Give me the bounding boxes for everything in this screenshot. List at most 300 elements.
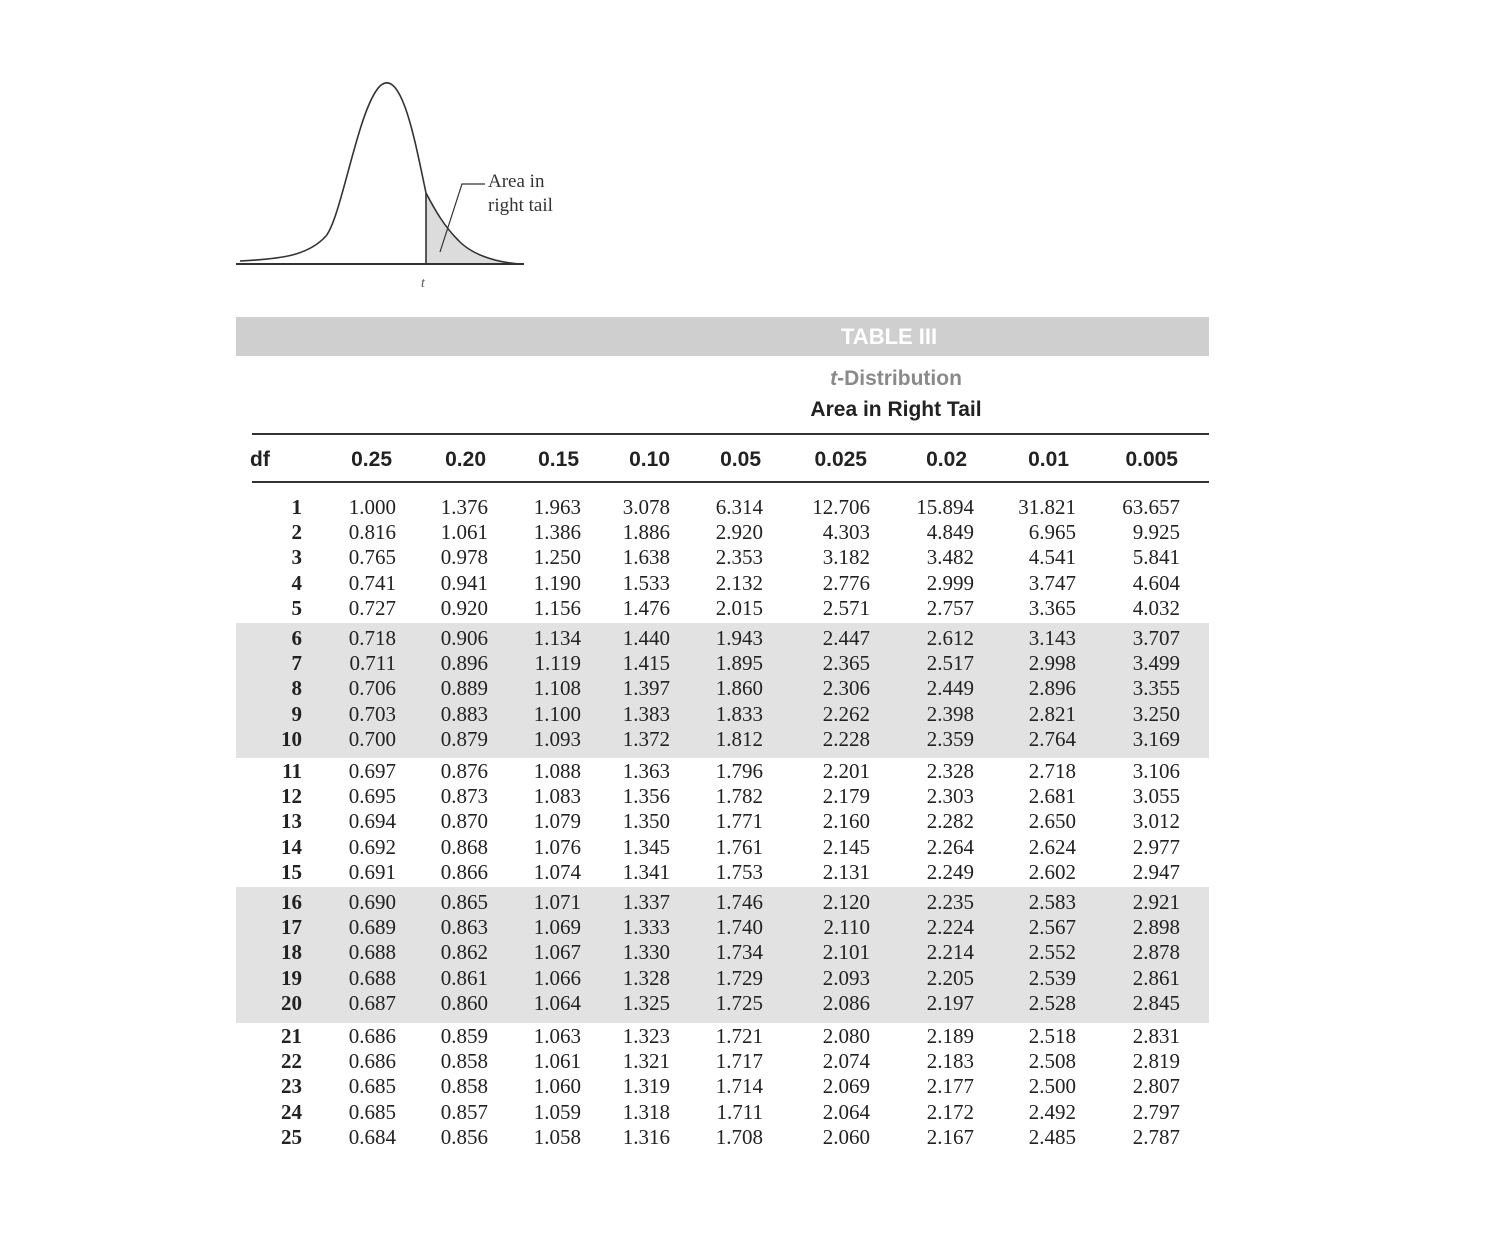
value-cell: 1.067 — [533, 940, 581, 965]
value-cell: 0.697 — [348, 759, 396, 783]
df-cell: 14 — [281, 834, 302, 859]
value-cell: 3.169 — [1132, 726, 1180, 751]
value-cell: 1.761 — [715, 834, 763, 859]
value-cell: 3.482 — [926, 545, 974, 570]
table-row — [236, 759, 1209, 784]
value-cell: 1.943 — [715, 626, 763, 650]
value-cell: 1.356 — [622, 784, 670, 809]
value-cell: 3.355 — [1132, 676, 1180, 701]
df-cell: 15 — [281, 859, 302, 884]
value-cell: 1.341 — [622, 859, 670, 884]
value-cell: 1.714 — [715, 1074, 763, 1099]
value-cell: 0.868 — [440, 834, 488, 859]
value-cell: 4.849 — [926, 520, 974, 545]
value-cell: 1.061 — [440, 520, 488, 545]
header-col-0_005: 0.005 — [1125, 448, 1178, 471]
table-row — [236, 1125, 1209, 1150]
value-cell: 0.741 — [348, 570, 396, 595]
table-row — [236, 784, 1209, 809]
value-cell: 2.120 — [822, 890, 870, 914]
table-row — [236, 727, 1209, 752]
df-cell: 17 — [281, 915, 302, 940]
value-cell: 3.747 — [1028, 570, 1076, 595]
value-cell: 2.518 — [1028, 1024, 1076, 1048]
value-cell: 2.878 — [1132, 940, 1180, 965]
value-cell: 2.064 — [822, 1099, 870, 1124]
value-cell: 1.134 — [533, 626, 581, 650]
value-cell: 2.086 — [822, 990, 870, 1015]
value-cell: 1.711 — [716, 1099, 763, 1124]
value-cell: 0.685 — [348, 1074, 396, 1099]
value-cell: 0.703 — [348, 701, 396, 726]
value-cell: 1.376 — [440, 495, 488, 519]
value-cell: 2.183 — [926, 1049, 974, 1074]
value-cell: 2.552 — [1028, 940, 1076, 965]
header-col-0_20: 0.20 — [445, 448, 486, 471]
value-cell: 1.440 — [622, 626, 670, 650]
value-cell: 2.921 — [1132, 890, 1180, 914]
value-cell: 1.397 — [622, 676, 670, 701]
value-cell: 1.000 — [348, 495, 396, 519]
value-cell: 0.718 — [348, 626, 396, 650]
value-cell: 3.250 — [1132, 701, 1180, 726]
value-cell: 1.064 — [533, 990, 581, 1015]
value-cell: 1.321 — [622, 1049, 670, 1074]
value-cell: 1.708 — [715, 1124, 763, 1149]
df-cell: 22 — [281, 1049, 302, 1074]
value-cell: 3.499 — [1132, 651, 1180, 676]
header-rule-top — [252, 433, 1209, 435]
value-cell: 0.686 — [348, 1049, 396, 1074]
value-cell: 1.372 — [622, 726, 670, 751]
value-cell: 2.447 — [822, 626, 870, 650]
value-cell: 1.066 — [533, 965, 581, 990]
value-cell: 2.015 — [715, 595, 763, 620]
df-cell: 2 — [291, 520, 302, 545]
value-cell: 0.863 — [440, 915, 488, 940]
value-cell: 2.306 — [822, 676, 870, 701]
value-cell: 1.771 — [715, 809, 763, 834]
value-cell: 1.963 — [533, 495, 581, 519]
value-cell: 1.088 — [533, 759, 581, 783]
value-cell: 2.821 — [1028, 701, 1076, 726]
value-cell: 2.977 — [1132, 834, 1180, 859]
value-cell: 2.896 — [1028, 676, 1076, 701]
table-row — [236, 890, 1209, 915]
value-cell: 1.383 — [622, 701, 670, 726]
value-cell: 3.707 — [1132, 626, 1180, 650]
value-cell: 2.282 — [926, 809, 974, 834]
value-cell: 1.734 — [715, 940, 763, 965]
value-cell: 2.262 — [822, 701, 870, 726]
value-cell: 3.143 — [1028, 626, 1076, 650]
header-df: df — [250, 448, 270, 471]
value-cell: 2.517 — [926, 651, 974, 676]
value-cell: 2.201 — [822, 759, 870, 783]
header-col-0_01: 0.01 — [1028, 448, 1069, 471]
value-cell: 2.819 — [1132, 1049, 1180, 1074]
value-cell: 2.172 — [926, 1099, 974, 1124]
value-cell: 2.947 — [1132, 859, 1180, 884]
value-cell: 0.860 — [440, 990, 488, 1015]
value-cell: 0.689 — [348, 915, 396, 940]
value-cell: 0.861 — [440, 965, 488, 990]
value-cell: 2.861 — [1132, 965, 1180, 990]
table-row — [236, 702, 1209, 727]
df-cell: 13 — [281, 809, 302, 834]
value-cell: 1.069 — [533, 915, 581, 940]
value-cell: 0.857 — [440, 1099, 488, 1124]
row-group-2 — [236, 623, 1209, 758]
value-cell: 4.541 — [1028, 545, 1076, 570]
value-cell: 2.303 — [926, 784, 974, 809]
value-cell: 2.624 — [1028, 834, 1076, 859]
table-row — [236, 676, 1209, 701]
value-cell: 2.328 — [926, 759, 974, 783]
value-cell: 1.100 — [533, 701, 581, 726]
value-cell: 2.583 — [1028, 890, 1076, 914]
value-cell: 4.604 — [1132, 570, 1180, 595]
row-group-5 — [236, 1021, 1209, 1152]
value-cell: 0.889 — [440, 676, 488, 701]
df-cell: 19 — [281, 965, 302, 990]
value-cell: 2.999 — [926, 570, 974, 595]
value-cell: 2.797 — [1132, 1099, 1180, 1124]
value-cell: 2.060 — [822, 1124, 870, 1149]
value-cell: 0.906 — [440, 626, 488, 650]
value-cell: 2.145 — [822, 834, 870, 859]
value-cell: 2.571 — [822, 595, 870, 620]
value-cell: 0.859 — [440, 1024, 488, 1048]
value-cell: 0.862 — [440, 940, 488, 965]
value-cell: 1.319 — [622, 1074, 670, 1099]
value-cell: 1.533 — [622, 570, 670, 595]
value-cell: 0.694 — [348, 809, 396, 834]
value-cell: 12.706 — [812, 495, 870, 519]
value-cell: 2.787 — [1132, 1124, 1180, 1149]
df-cell: 20 — [281, 990, 302, 1015]
value-cell: 6.314 — [715, 495, 763, 519]
value-cell: 2.264 — [926, 834, 974, 859]
density-curve — [240, 83, 520, 264]
value-cell: 2.807 — [1132, 1074, 1180, 1099]
value-cell: 2.160 — [822, 809, 870, 834]
value-cell: 1.328 — [622, 965, 670, 990]
table-subheading: Area in Right Tail — [810, 398, 982, 421]
value-cell: 1.350 — [622, 809, 670, 834]
value-cell: 1.156 — [533, 595, 581, 620]
value-cell: 2.365 — [822, 651, 870, 676]
value-cell: 1.337 — [622, 890, 670, 914]
value-cell: 1.721 — [715, 1024, 763, 1048]
value-cell: 1.323 — [622, 1024, 670, 1048]
area-label-line1: Area in — [488, 171, 545, 192]
table-row — [236, 991, 1209, 1016]
df-cell: 10 — [281, 726, 302, 751]
value-cell: 1.812 — [715, 726, 763, 751]
value-cell: 0.700 — [348, 726, 396, 751]
value-cell: 0.711 — [349, 651, 396, 676]
value-cell: 0.692 — [348, 834, 396, 859]
header-col-0_15: 0.15 — [538, 448, 579, 471]
table-row — [236, 809, 1209, 834]
value-cell: 2.353 — [715, 545, 763, 570]
df-cell: 25 — [281, 1124, 302, 1149]
value-cell: 2.650 — [1028, 809, 1076, 834]
value-cell: 2.214 — [926, 940, 974, 965]
value-cell: 1.083 — [533, 784, 581, 809]
value-cell: 2.101 — [822, 940, 870, 965]
df-cell: 1 — [291, 495, 302, 519]
value-cell: 1.093 — [533, 726, 581, 751]
value-cell: 0.687 — [348, 990, 396, 1015]
value-cell: 1.190 — [533, 570, 581, 595]
value-cell: 1.119 — [534, 651, 581, 676]
header-col-0_10: 0.10 — [629, 448, 670, 471]
value-cell: 1.108 — [533, 676, 581, 701]
table-title: TABLE III — [841, 324, 938, 349]
value-cell: 4.303 — [822, 520, 870, 545]
value-cell: 0.896 — [440, 651, 488, 676]
df-cell: 24 — [281, 1099, 302, 1124]
value-cell: 1.386 — [533, 520, 581, 545]
subtitle-t: t — [830, 367, 838, 390]
value-cell: 1.638 — [622, 545, 670, 570]
value-cell: 2.179 — [822, 784, 870, 809]
value-cell: 0.858 — [440, 1049, 488, 1074]
value-cell: 0.866 — [440, 859, 488, 884]
value-cell: 2.845 — [1132, 990, 1180, 1015]
value-cell: 2.069 — [822, 1074, 870, 1099]
df-cell: 9 — [291, 701, 302, 726]
value-cell: 2.539 — [1028, 965, 1076, 990]
value-cell: 0.865 — [440, 890, 488, 914]
value-cell: 2.132 — [715, 570, 763, 595]
value-cell: 1.746 — [715, 890, 763, 914]
value-cell: 1.725 — [715, 990, 763, 1015]
table-row — [236, 1100, 1209, 1125]
table-row — [236, 651, 1209, 676]
value-cell: 2.681 — [1028, 784, 1076, 809]
value-cell: 0.870 — [440, 809, 488, 834]
value-cell: 0.920 — [440, 595, 488, 620]
value-cell: 2.398 — [926, 701, 974, 726]
value-cell: 1.345 — [622, 834, 670, 859]
value-cell: 3.182 — [822, 545, 870, 570]
value-cell: 0.879 — [440, 726, 488, 751]
df-cell: 5 — [291, 595, 302, 620]
header-col-0_025: 0.025 — [814, 448, 867, 471]
value-cell: 31.821 — [1018, 495, 1076, 519]
value-cell: 0.765 — [348, 545, 396, 570]
df-cell: 7 — [291, 651, 302, 676]
table-row — [236, 545, 1209, 570]
value-cell: 2.898 — [1132, 915, 1180, 940]
area-label-line2: right tail — [488, 195, 553, 216]
value-cell: 2.528 — [1028, 990, 1076, 1015]
value-cell: 1.330 — [622, 940, 670, 965]
value-cell: 0.941 — [440, 570, 488, 595]
value-cell: 2.080 — [822, 1024, 870, 1048]
value-cell: 0.858 — [440, 1074, 488, 1099]
value-cell: 0.883 — [440, 701, 488, 726]
value-cell: 2.831 — [1132, 1024, 1180, 1048]
value-cell: 2.764 — [1028, 726, 1076, 751]
value-cell: 2.776 — [822, 570, 870, 595]
value-cell: 2.998 — [1028, 651, 1076, 676]
table-row — [236, 1049, 1209, 1074]
value-cell: 3.106 — [1132, 759, 1180, 783]
value-cell: 0.688 — [348, 940, 396, 965]
value-cell: 1.476 — [622, 595, 670, 620]
value-cell: 0.691 — [348, 859, 396, 884]
table-title-bar — [236, 317, 1209, 356]
value-cell: 3.012 — [1132, 809, 1180, 834]
value-cell: 0.684 — [348, 1124, 396, 1149]
value-cell: 2.197 — [926, 990, 974, 1015]
value-cell: 0.727 — [348, 595, 396, 620]
value-cell: 2.602 — [1028, 859, 1076, 884]
table-row — [236, 1074, 1209, 1099]
value-cell: 2.110 — [823, 915, 870, 940]
value-cell: 2.359 — [926, 726, 974, 751]
table-row — [236, 495, 1209, 520]
header-col-0_05: 0.05 — [720, 448, 761, 471]
table-row — [236, 915, 1209, 940]
value-cell: 1.060 — [533, 1074, 581, 1099]
value-cell: 2.249 — [926, 859, 974, 884]
table-row — [236, 520, 1209, 545]
row-group-4 — [236, 887, 1209, 1023]
df-cell: 8 — [291, 676, 302, 701]
value-cell: 1.729 — [715, 965, 763, 990]
table-row — [236, 1024, 1209, 1049]
value-cell: 3.055 — [1132, 784, 1180, 809]
value-cell: 1.895 — [715, 651, 763, 676]
value-cell: 2.920 — [715, 520, 763, 545]
value-cell: 1.333 — [622, 915, 670, 940]
value-cell: 2.177 — [926, 1074, 974, 1099]
value-cell: 0.686 — [348, 1024, 396, 1048]
value-cell: 1.061 — [533, 1049, 581, 1074]
row-group-1 — [236, 492, 1209, 623]
value-cell: 1.782 — [715, 784, 763, 809]
table-row — [236, 835, 1209, 860]
df-cell: 16 — [281, 890, 302, 914]
df-cell: 11 — [282, 759, 302, 783]
value-cell: 1.250 — [533, 545, 581, 570]
value-cell: 2.074 — [822, 1049, 870, 1074]
df-cell: 12 — [281, 784, 302, 809]
value-cell: 5.841 — [1132, 545, 1180, 570]
value-cell: 2.228 — [822, 726, 870, 751]
header-col-0_02: 0.02 — [926, 448, 967, 471]
header-col-0_25: 0.25 — [351, 448, 392, 471]
table-row — [236, 571, 1209, 596]
value-cell: 0.873 — [440, 784, 488, 809]
value-cell: 0.706 — [348, 676, 396, 701]
value-cell: 2.757 — [926, 595, 974, 620]
value-cell: 0.978 — [440, 545, 488, 570]
value-cell: 0.876 — [440, 759, 488, 783]
table-row — [236, 626, 1209, 651]
df-cell: 4 — [291, 570, 302, 595]
value-cell: 3.078 — [622, 495, 670, 519]
df-cell: 18 — [281, 940, 302, 965]
value-cell: 1.325 — [622, 990, 670, 1015]
value-cell: 1.415 — [622, 651, 670, 676]
value-cell: 0.695 — [348, 784, 396, 809]
t-axis-label: t — [421, 276, 425, 291]
value-cell: 1.079 — [533, 809, 581, 834]
value-cell: 1.058 — [533, 1124, 581, 1149]
value-cell: 1.796 — [715, 759, 763, 783]
value-cell: 63.657 — [1122, 495, 1180, 519]
value-cell: 0.690 — [348, 890, 396, 914]
value-cell: 6.965 — [1028, 520, 1076, 545]
value-cell: 0.688 — [348, 965, 396, 990]
value-cell: 1.363 — [622, 759, 670, 783]
header-row — [0, 445, 1488, 475]
value-cell: 2.224 — [926, 915, 974, 940]
value-cell: 2.500 — [1028, 1074, 1076, 1099]
value-cell: 1.740 — [715, 915, 763, 940]
value-cell: 0.685 — [348, 1099, 396, 1124]
value-cell: 1.059 — [533, 1099, 581, 1124]
value-cell: 2.612 — [926, 626, 974, 650]
value-cell: 15.894 — [916, 495, 974, 519]
row-group-3 — [236, 756, 1209, 887]
value-cell: 2.205 — [926, 965, 974, 990]
table-row — [236, 940, 1209, 965]
value-cell: 0.856 — [440, 1124, 488, 1149]
value-cell: 1.833 — [715, 701, 763, 726]
value-cell: 2.718 — [1028, 759, 1076, 783]
df-cell: 6 — [291, 626, 302, 650]
df-cell: 3 — [291, 545, 302, 570]
value-cell: 2.167 — [926, 1124, 974, 1149]
value-cell: 1.860 — [715, 676, 763, 701]
df-cell: 23 — [281, 1074, 302, 1099]
value-cell: 1.753 — [715, 859, 763, 884]
value-cell: 1.071 — [533, 890, 581, 914]
value-cell: 4.032 — [1132, 595, 1180, 620]
value-cell: 2.508 — [1028, 1049, 1076, 1074]
value-cell: 9.925 — [1132, 520, 1180, 545]
subtitle-rest: -Distribution — [837, 367, 962, 390]
value-cell: 2.235 — [926, 890, 974, 914]
table-row — [236, 596, 1209, 621]
value-cell: 1.316 — [622, 1124, 670, 1149]
table-subtitle — [796, 365, 996, 393]
value-cell: 1.886 — [622, 520, 670, 545]
value-cell: 1.076 — [533, 834, 581, 859]
table-row — [236, 966, 1209, 991]
value-cell: 1.318 — [622, 1099, 670, 1124]
value-cell: 2.567 — [1028, 915, 1076, 940]
value-cell: 2.449 — [926, 676, 974, 701]
value-cell: 1.063 — [533, 1024, 581, 1048]
value-cell: 2.093 — [822, 965, 870, 990]
value-cell: 2.485 — [1028, 1124, 1076, 1149]
header-rule-bottom — [252, 481, 1209, 483]
value-cell: 1.074 — [533, 859, 581, 884]
value-cell: 1.717 — [715, 1049, 763, 1074]
value-cell: 2.492 — [1028, 1099, 1076, 1124]
table-row — [236, 860, 1209, 885]
value-cell: 2.131 — [822, 859, 870, 884]
value-cell: 2.189 — [926, 1024, 974, 1048]
